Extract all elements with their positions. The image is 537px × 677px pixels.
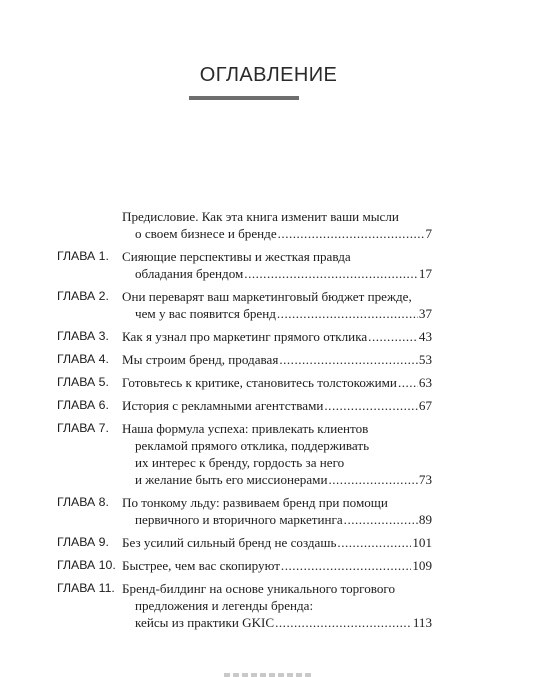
dot-leader <box>368 328 418 345</box>
entry-title-line: Быстрее, чем вас скопируют <box>122 558 280 573</box>
entry-title-line: Они переварят ваш маркетинговый бюджет прежде, <box>122 289 412 304</box>
entry-title-line: обладания брендом <box>135 266 244 281</box>
chapter-label: ГЛАВА 11. <box>57 581 115 595</box>
page-number: 17 <box>418 266 432 281</box>
dot-leader <box>324 397 418 414</box>
page-number: 67 <box>418 398 432 413</box>
entry-title-line: По тонкому льду: развиваем бренд при помощи <box>122 495 388 510</box>
entry-title-line: Наша формула успеха: привлекать клиентов <box>122 421 369 436</box>
entry-title-line: их интерес к бренду, гордость за него <box>135 455 345 470</box>
toc-entry <box>57 557 432 574</box>
dot-leader <box>328 471 417 488</box>
dot-leader <box>244 265 418 282</box>
dot-leader <box>344 511 418 528</box>
chapter-label: ГЛАВА 6. <box>57 398 109 412</box>
toc-entry <box>57 374 432 391</box>
toc-entry <box>57 494 432 528</box>
entry-title-line: предложения и легенды бренда: <box>135 598 314 613</box>
page-header <box>0 64 537 87</box>
page-number: 113 <box>412 615 432 630</box>
table-of-contents <box>57 208 432 637</box>
chapter-label: ГЛАВА 8. <box>57 495 109 509</box>
dot-leader <box>279 351 418 368</box>
chapter-label: ГЛАВА 5. <box>57 375 109 389</box>
entry-title-line: Сияющие перспективы и жесткая правда <box>122 249 351 264</box>
toc-entry <box>57 351 432 368</box>
entry-title-line: Бренд-билдинг на основе уникального торгового <box>122 581 395 596</box>
page-number: 109 <box>412 558 432 573</box>
page-number: 63 <box>418 375 432 390</box>
page-number: 73 <box>418 472 432 487</box>
dot-leader <box>277 305 418 322</box>
dot-leader <box>278 225 425 242</box>
toc-entry <box>57 208 432 242</box>
entry-title-line: История с рекламными агентствами <box>122 398 324 413</box>
toc-entry <box>57 397 432 414</box>
entry-title-line: Как я узнал про маркетинг прямого отклика <box>122 329 368 344</box>
chapter-label: ГЛАВА 4. <box>57 352 109 366</box>
title-underline <box>189 96 299 100</box>
chapter-label: ГЛАВА 7. <box>57 421 109 435</box>
chapter-label: ГЛАВА 1. <box>57 249 109 263</box>
chapter-label <box>57 208 122 242</box>
page-number: 53 <box>418 352 432 367</box>
toc-entry <box>57 328 432 345</box>
chapter-label: ГЛАВА 3. <box>57 329 109 343</box>
entry-title-line: Готовьтесь к критике, становитесь толстокожими <box>122 375 397 390</box>
entry-title-line: и желание быть его миссионерами <box>135 472 328 487</box>
page-number: 37 <box>418 306 432 321</box>
dot-leader <box>398 374 418 391</box>
chapter-label: ГЛАВА 9. <box>57 535 109 549</box>
toc-entry <box>57 534 432 551</box>
entry-title-line: Мы строим бренд, продавая <box>122 352 279 367</box>
bleed-through-text <box>224 673 314 677</box>
page-number: 43 <box>418 329 432 344</box>
toc-entry <box>57 420 432 488</box>
toc-entry <box>57 288 432 322</box>
chapter-label: ГЛАВА 10. <box>57 558 116 572</box>
chapter-label: ГЛАВА 2. <box>57 289 109 303</box>
entry-title-line: Предисловие. Как эта книга изменит ваши мысли <box>122 209 399 224</box>
entry-title-line: о своем бизнесе и бренде <box>135 226 277 241</box>
toc-entry <box>57 248 432 282</box>
entry-title-line: чем у вас появится бренд <box>135 306 276 321</box>
page-number: 7 <box>425 226 432 241</box>
page-number: 101 <box>412 535 432 550</box>
dot-leader <box>275 614 412 631</box>
dot-leader <box>281 557 411 574</box>
entry-title-line: кейсы из практики GKIC <box>135 615 275 630</box>
page-number: 89 <box>418 512 432 527</box>
entry-title-line: Без усилий сильный бренд не создашь <box>122 535 337 550</box>
entry-title-line: первичного и вторичного маркетинга <box>135 512 343 527</box>
entry-title-line: рекламой прямого отклика, поддерживать <box>135 438 370 453</box>
dot-leader <box>337 534 411 551</box>
toc-entry <box>57 580 432 631</box>
page-title: ОГЛАВЛЕНИЕ <box>199 64 338 86</box>
